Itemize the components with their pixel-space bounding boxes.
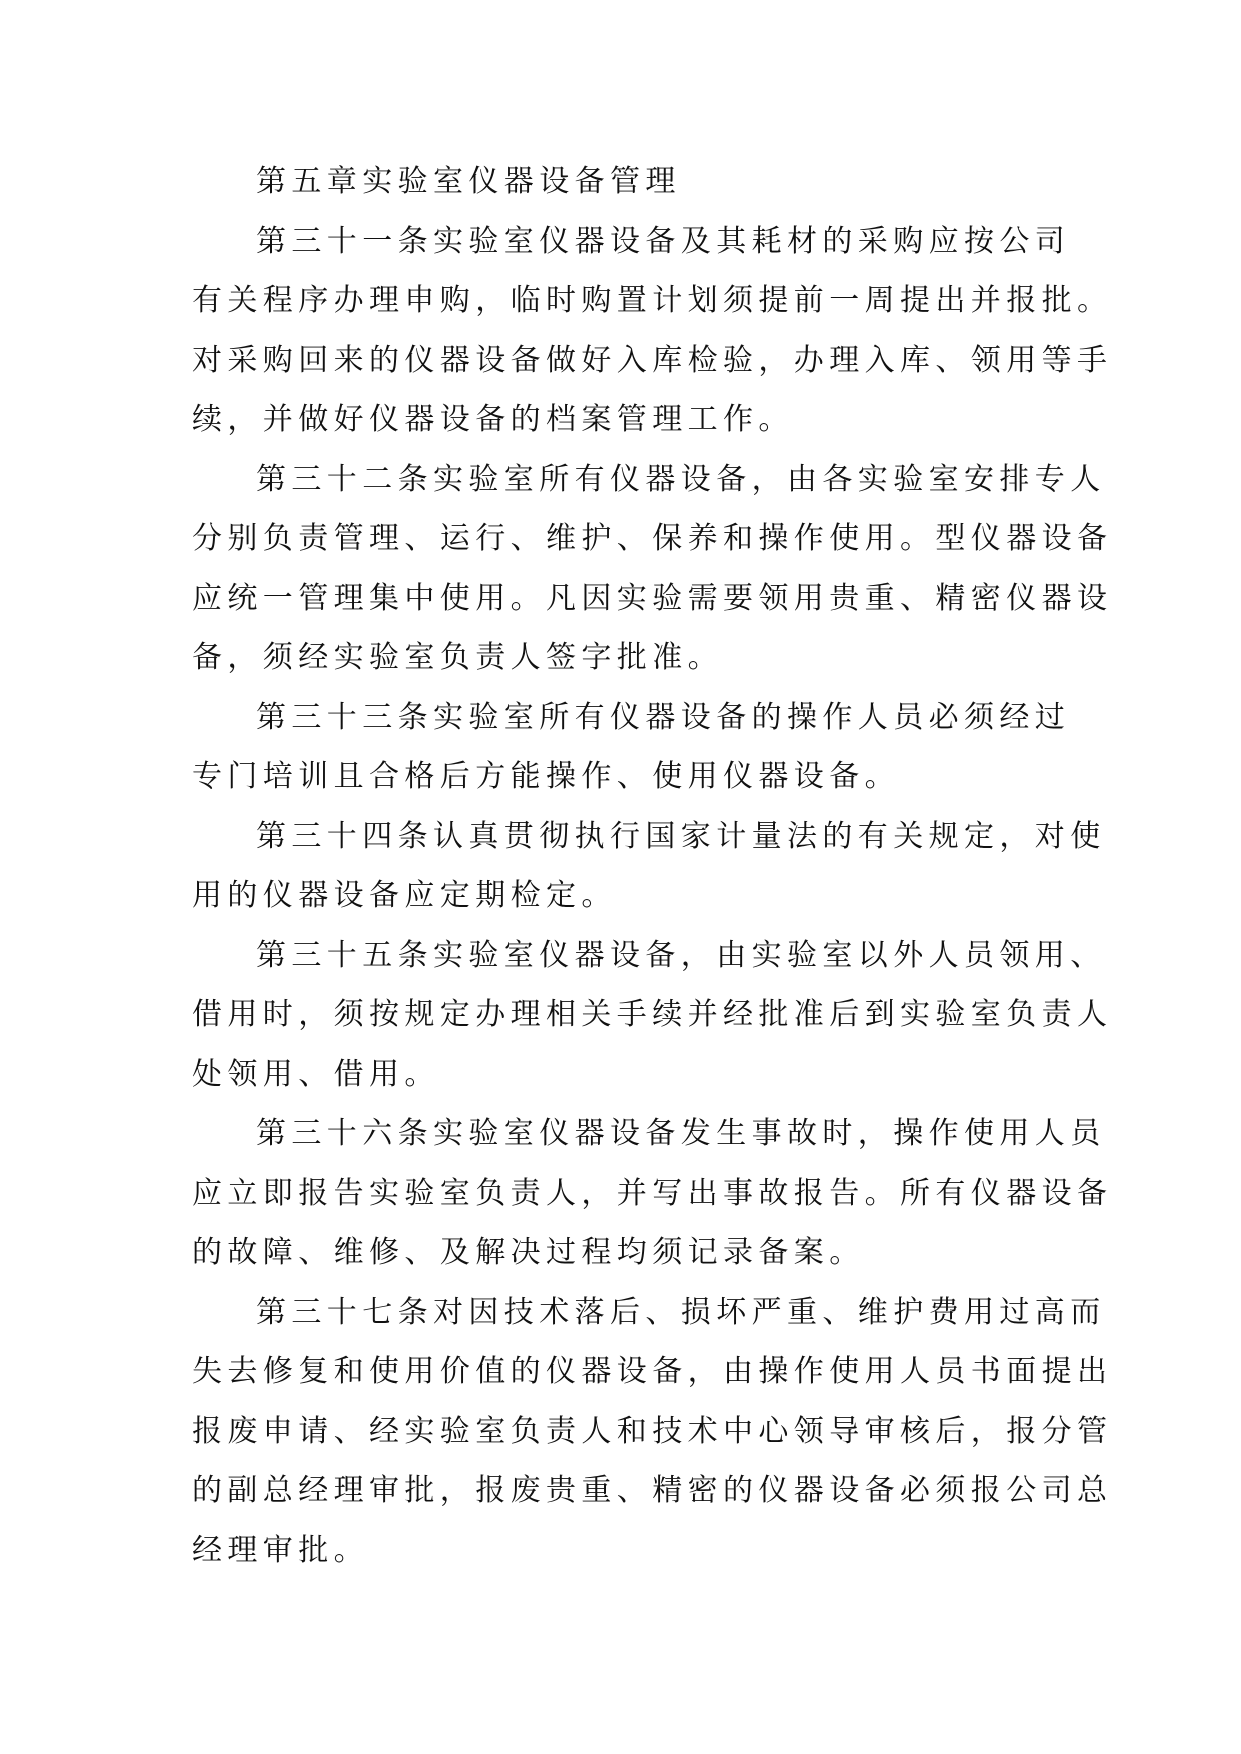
article-line: 的故障、维修、及解决过程均须记录备案。: [192, 1235, 865, 1270]
article-line: 续，并做好仪器设备的档案管理工作。: [192, 402, 794, 437]
article-line: 第三十一条实验室仪器设备及其耗材的采购应按公司: [256, 223, 1071, 259]
article-line: 第三十二条实验室所有仪器设备，由各实验室安排专人: [256, 461, 1106, 497]
article-line: 第三十三条实验室所有仪器设备的操作人员必须经过: [256, 699, 1071, 735]
article-31: [192, 212, 1113, 450]
article-37: [192, 1283, 1113, 1581]
article-line: 失去修复和使用价值的仪器设备，由操作使用人员书面提出: [192, 1354, 1113, 1389]
article-line: 借用时，须按规定办理相关手续并经批准后到实验室负责人: [192, 997, 1113, 1032]
article-34: [192, 807, 1106, 926]
article-32: [192, 450, 1113, 688]
article-line: 专门培训且合格后方能操作、使用仪器设备。: [192, 759, 900, 794]
article-35: [192, 926, 1113, 1105]
article-line: 有关程序办理申购，临时购置计划须提前一周提出并报批。: [192, 283, 1113, 318]
chapter-title: 第五章实验室仪器设备管理: [256, 164, 681, 199]
article-line: 第三十四条认真贯彻执行国家计量法的有关规定，对使: [256, 818, 1106, 854]
article-line: 第三十七条对因技术落后、损坏严重、维护费用过高而: [256, 1294, 1106, 1330]
article-line: 第三十六条实验室仪器设备发生事故时，操作使用人员: [256, 1116, 1106, 1151]
article-line: 分别负责管理、运行、维护、保养和操作使用。型仪器设备: [192, 521, 1113, 556]
article-line: 的副总经理审批，报废贵重、精密的仪器设备必须报公司总: [192, 1473, 1113, 1508]
article-line: 备，须经实验室负责人签字批准。: [192, 640, 723, 675]
article-33: [192, 688, 1072, 807]
article-line: 经理审批。: [192, 1532, 369, 1568]
article-line: 应立即报告实验室负责人，并写出事故报告。所有仪器设备: [192, 1175, 1113, 1211]
article-line: 用的仪器设备应定期检定。: [192, 878, 617, 913]
article-line: 报废申请、经实验室负责人和技术中心领导审核后，报分管: [192, 1413, 1113, 1449]
article-line: 对采购回来的仪器设备做好入库检验，办理入库、领用等手: [192, 342, 1113, 378]
article-line: 应统一管理集中使用。凡因实验需要领用贵重、精密仪器设: [192, 580, 1113, 616]
article-line: 第三十五条实验室仪器设备，由实验室以外人员领用、: [256, 937, 1106, 973]
article-line: 处领用、借用。: [192, 1056, 440, 1092]
document-body: [192, 152, 1113, 1580]
article-36: [192, 1104, 1113, 1283]
